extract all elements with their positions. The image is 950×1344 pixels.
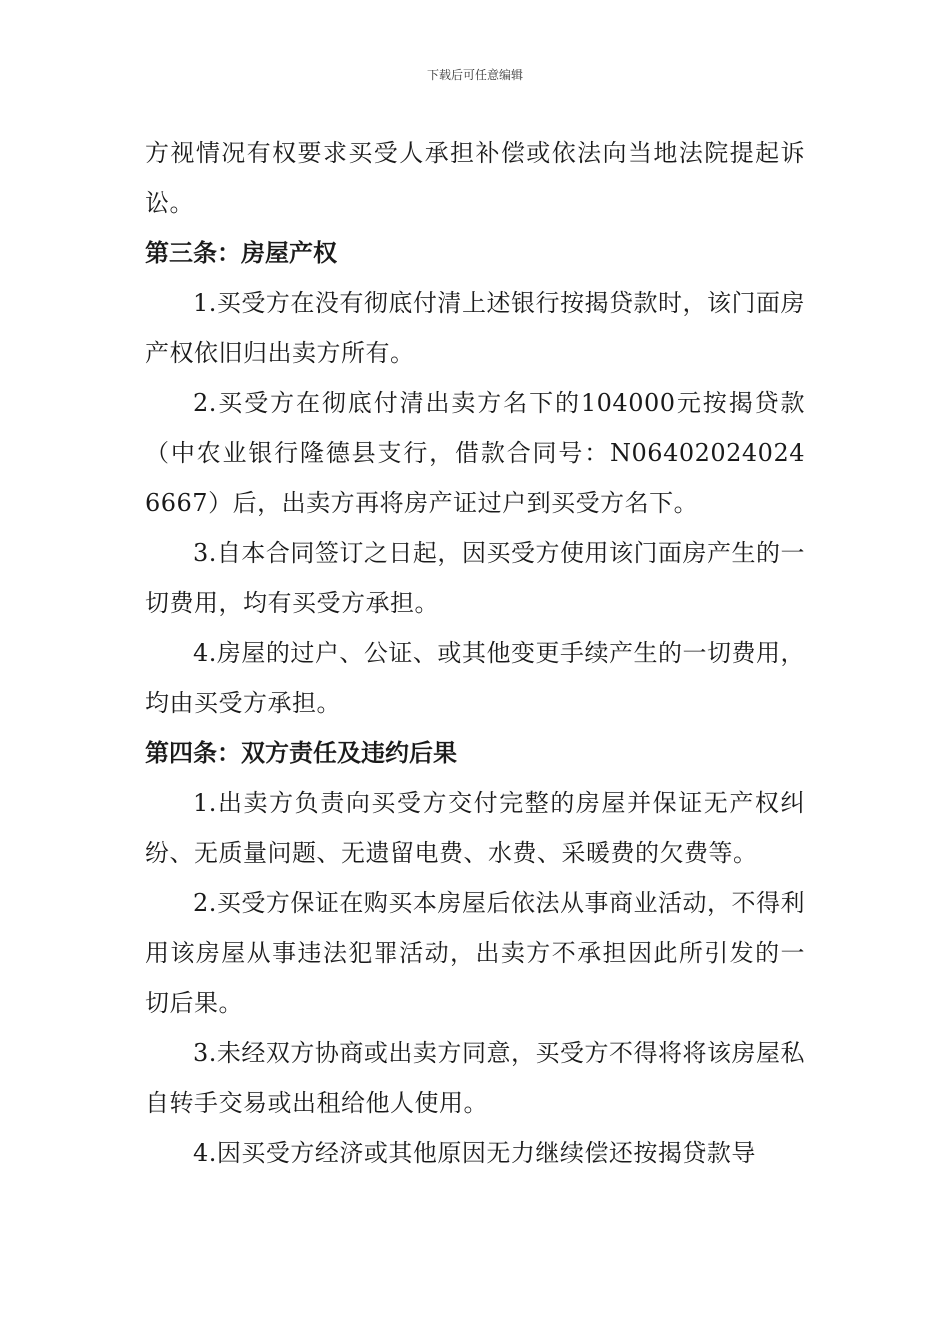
article-4-item-1: 1.出卖方负责向买受方交付完整的房屋并保证无产权纠纷、无质量问题、无遗留电费、水费、采暖费的欠费等。 [145, 789, 805, 867]
paragraph-continuation: 方视情况有权要求买受人承担补偿或依法向当地法院提起诉讼。 [145, 139, 805, 217]
article-3-heading: 第三条：房屋产权 [145, 239, 337, 267]
article-4-item-2: 2.买受方保证在购买本房屋后依法从事商业活动，不得利用该房屋从事违法犯罪活动，出卖方不承担因此所引发的一切后果。 [145, 889, 805, 1017]
page-header: 下载后可任意编辑 [426, 68, 523, 82]
article-3-item-4: 4.房屋的过户、公证、或其他变更手续产生的一切费用，均由买受方承担。 [145, 639, 805, 717]
article-3-item-1: 1.买受方在没有彻底付清上述银行按揭贷款时，该门面房产权依旧归出卖方所有。 [145, 289, 805, 367]
document-body [145, 128, 805, 1178]
article-4-item-3: 3.未经双方协商或出卖方同意，买受方不得将将该房屋私自转手交易或出租给他人使用。 [145, 1039, 805, 1117]
article-4-item-4: 4.因买受方经济或其他原因无力继续偿还按揭贷款导 [193, 1139, 756, 1167]
article-4-heading: 第四条：双方责任及违约后果 [145, 739, 457, 767]
article-3-item-2: 2.买受方在彻底付清出卖方名下的104000元按揭贷款（中农业银行隆德县支行，借款合同号：N06402024024 6667）后，出卖方再将房产证过户到买受方名下。 [145, 389, 805, 517]
article-3-item-3: 3.自本合同签订之日起，因买受方使用该门面房产生的一切费用，均有买受方承担。 [145, 539, 805, 617]
